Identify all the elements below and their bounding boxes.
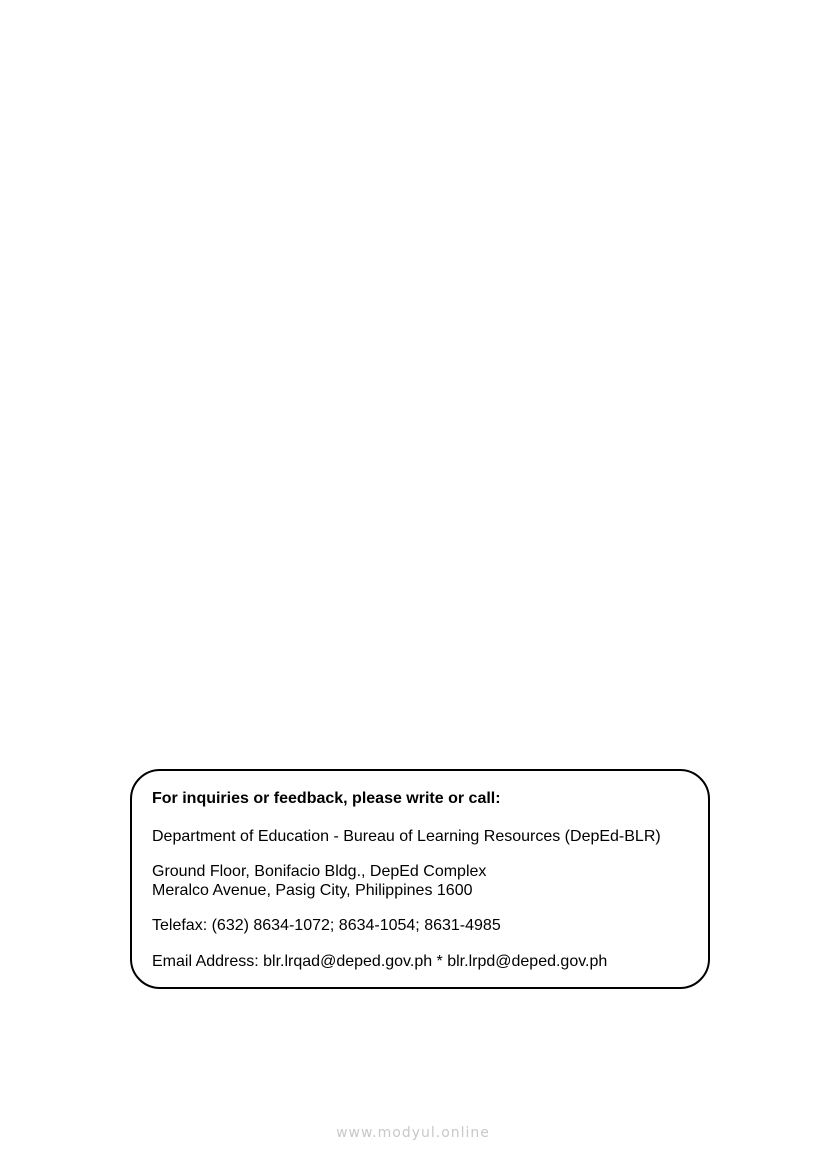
- department-name: Department of Education - Bureau of Learning Resources (DepEd-BLR): [152, 828, 661, 845]
- contact-heading: For inquiries or feedback, please write or call:: [152, 790, 501, 807]
- address-line-2: Meralco Avenue, Pasig City, Philippines 1600: [152, 882, 473, 899]
- telefax-numbers: Telefax: (632) 8634-1072; 8634-1054; 8631-4985: [152, 917, 501, 934]
- address-line-1: Ground Floor, Bonifacio Bldg., DepEd Complex: [152, 863, 487, 880]
- email-address: Email Address: blr.lrqad@deped.gov.ph * blr.lrpd@deped.gov.ph: [152, 953, 608, 970]
- website-watermark: www.modyul.online: [336, 1125, 490, 1141]
- contact-info-box: [130, 769, 710, 989]
